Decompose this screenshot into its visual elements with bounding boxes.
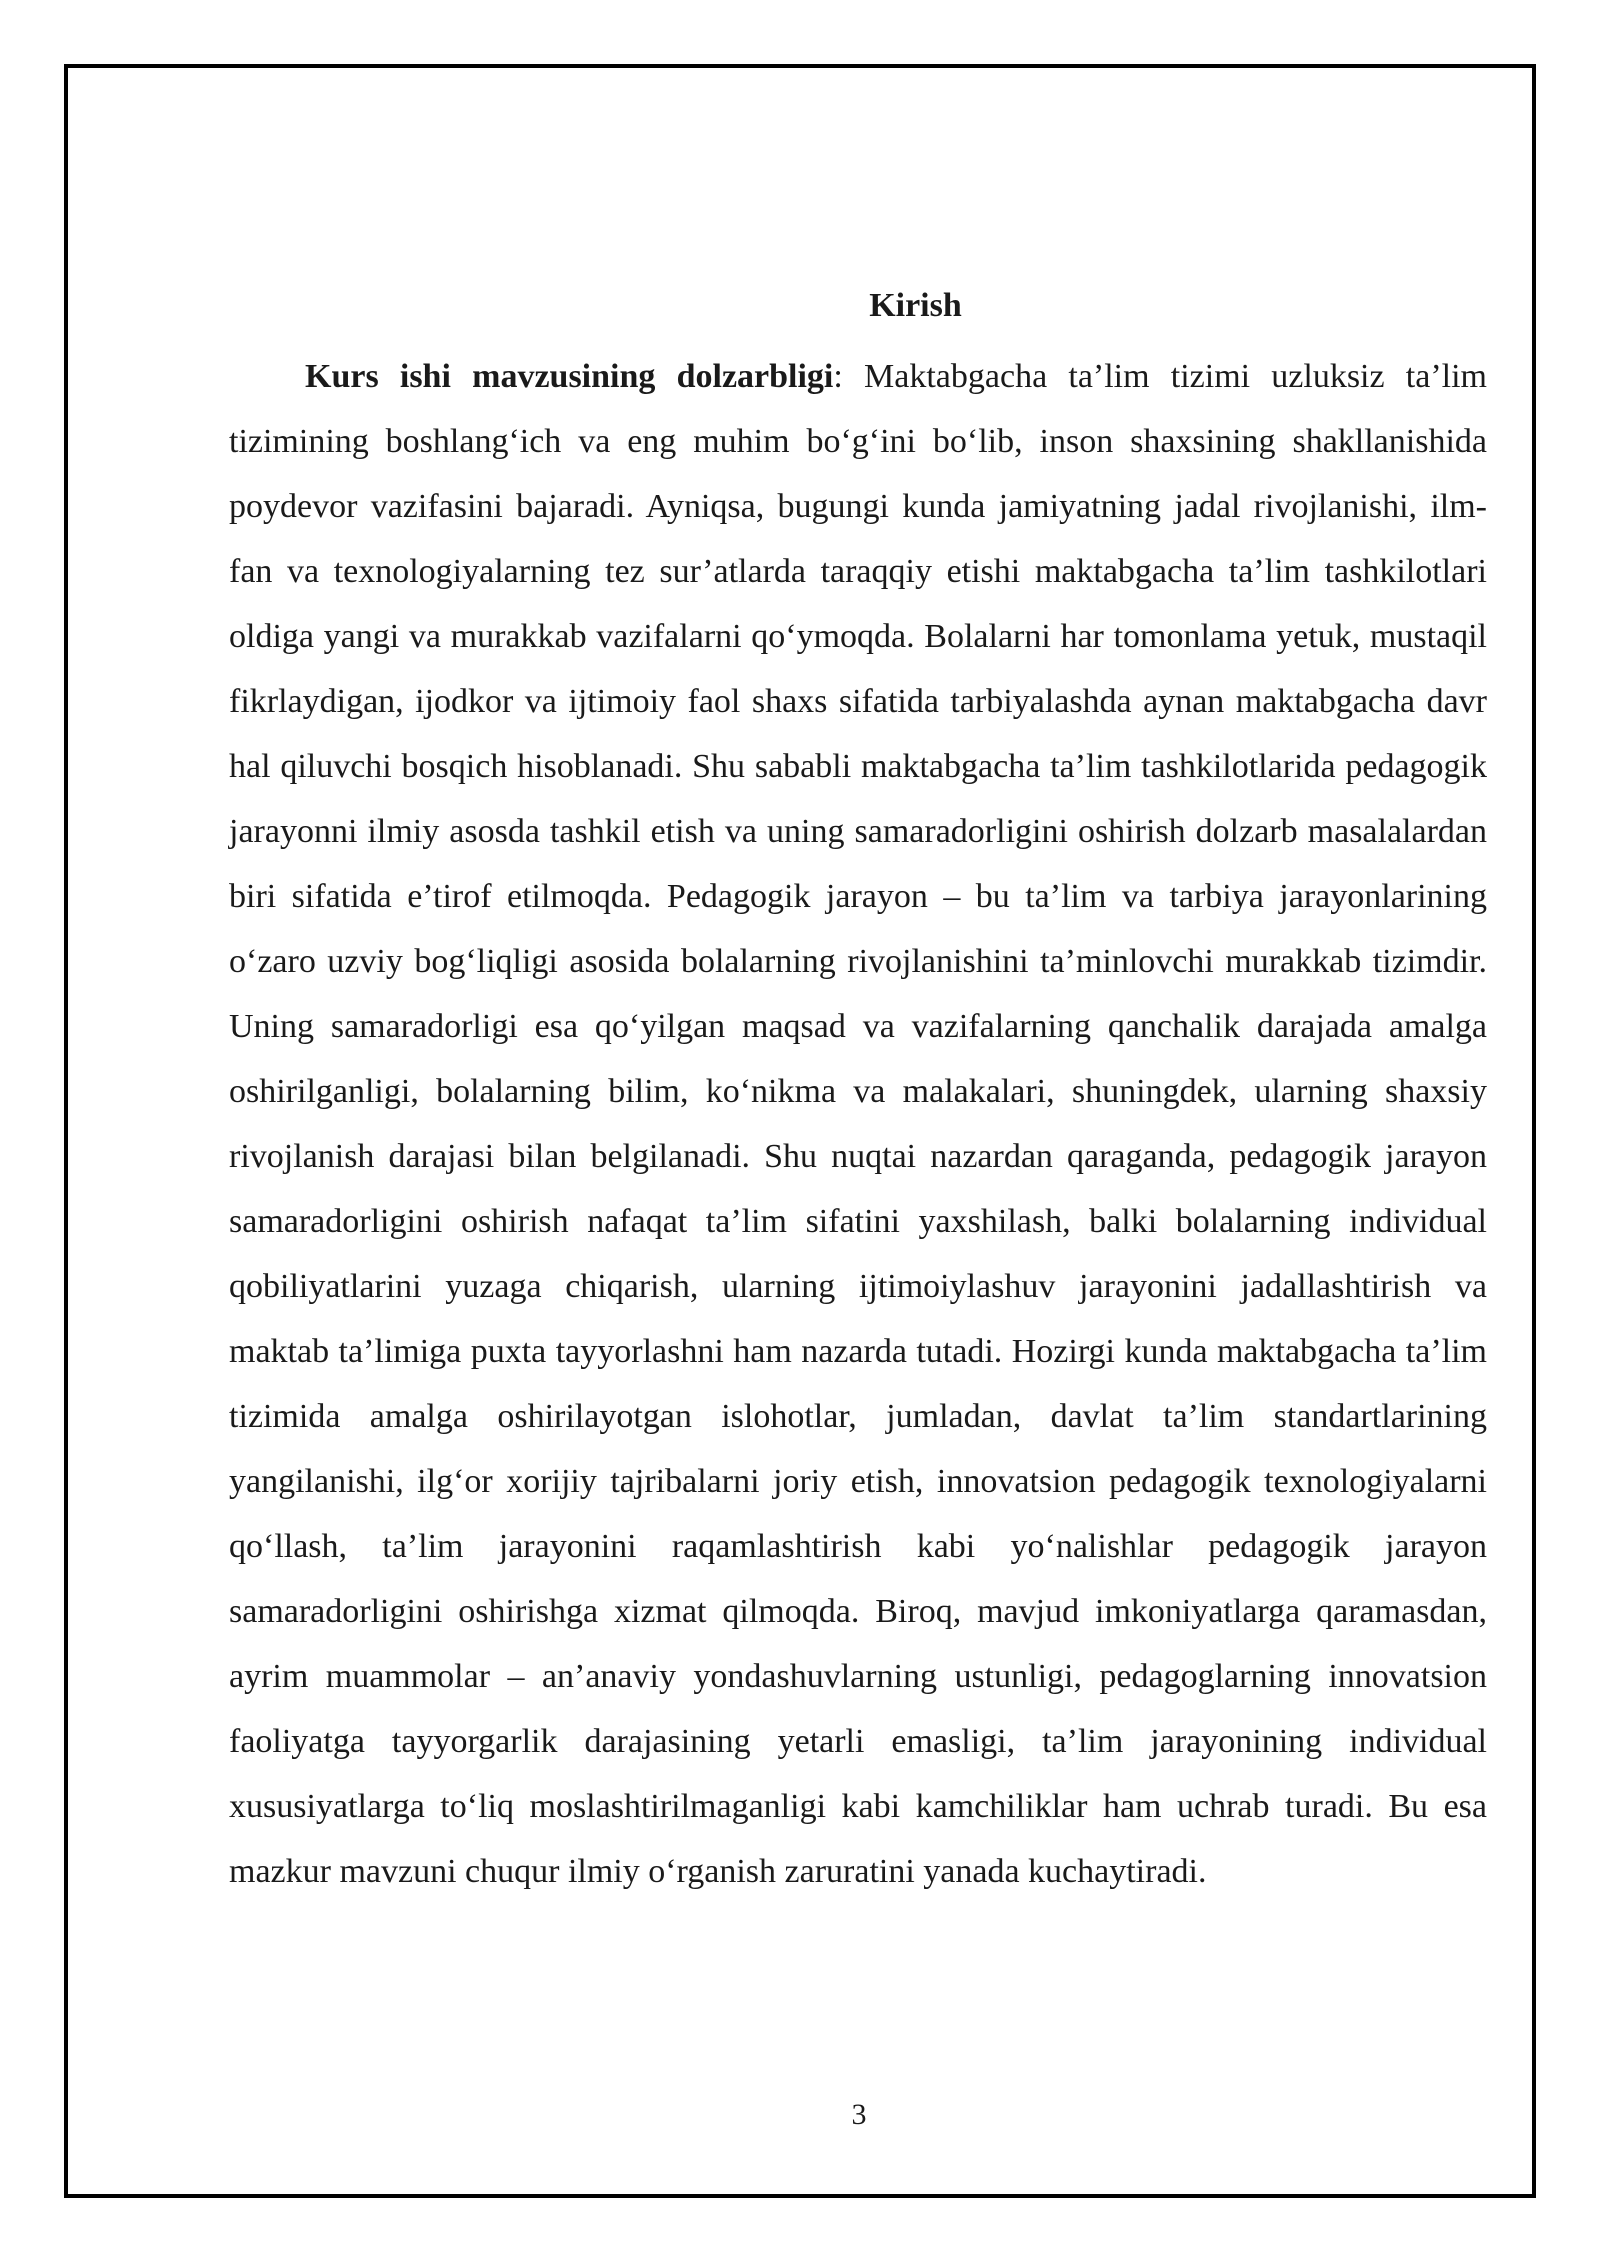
paragraph-body-text: Maktabgacha ta’lim tizimi uzluksiz ta’lim tizimining boshlang‘ich va eng muhim bo‘g‘ini bo‘lib, inson shaxsining shakllanishida poydevor vazifasini bajaradi. Ayniqsa, bugungi kunda jamiyatning jadal rivojlanishi, ilm-fan va texnologiyalarning tez sur’atlarda taraqqiy etishi maktabgacha ta’lim tashkilotlari oldiga yangi va murakkab vazifalarni qo‘ymoqda. Bolalarni har tomonlama yetuk, mustaqil fikrlaydigan, ijodkor va ijtimoiy faol shaxs sifatida tarbiyalashda aynan maktabgacha davr hal qiluvchi bosqich hisoblanadi. Shu sababli maktabgacha ta’lim tashkilotlarida pedagogik jarayonni ilmiy asosda tashkil etish va uning samaradorligini oshirish dolzarb masalalardan biri sifatida e’tirof etilmoqda. Pedagogik jarayon – bu ta’lim va tarbiya jarayonlarining o‘zaro uzviy bog‘liqligi asosida bolalarning rivojlanishini ta’minlovchi murakkab tizimdir. Uning samaradorligi esa qo‘yilgan maqsad va vazifalarning qanchalik darajada amalga oshirilganligi, bolalarning bilim, ko‘nikma va malakalari, shuningdek, ularning shaxsiy rivojlanish darajasi bilan belgilanadi. Shu nuqtai nazardan qaraganda, pedagogik jarayon samaradorligini oshirish nafaqat ta’lim sifatini yaxshilash, balki bolalarning individual qobiliyatlarini yuzaga chiqarish, ularning ijtimoiylashuv jarayonini jadallashtirish va maktab ta’limiga puxta tayyorlashni ham nazarda tutadi. Hozirgi kunda maktabgacha ta’lim tizimida amalga oshirilayotgan islohotlar, jumladan, davlat ta’lim standartlarining yangilanishi, ilg‘or xorijiy tajribalarni joriy etish, innovatsion pedagogik texnologiyalarni qo‘llash, ta’lim jarayonini raqamlashtirish kabi yo‘nalishlar pedagogik jarayon samaradorligini oshirishga xizmat qilmoqda. Biroq, mavjud imkoniyatlarga qaramasdan, ayrim muammolar – an’anaviy yondashuvlarning ustunligi, pedagoglarning innovatsion faoliyatga tayyorgarlik darajasining yetarli emasligi, ta’lim jarayonining individual xususiyatlarga to‘liq moslashtirilmaganligi kabi kamchiliklar ham uchrab turadi. Bu esa mazkur mavzuni chuqur ilmiy o‘rganish zaruratini yanada kuchaytiradi.	[229, 358, 1487, 1890]
document-content	[229, 276, 1487, 1904]
body-paragraph	[229, 344, 1487, 1904]
paragraph-lead-label: Kurs ishi mavzusining dolzarbligi	[305, 358, 834, 395]
page-number: 3	[851, 2098, 867, 2131]
section-title: Kirish	[869, 287, 962, 324]
lead-separator: :	[833, 358, 865, 395]
